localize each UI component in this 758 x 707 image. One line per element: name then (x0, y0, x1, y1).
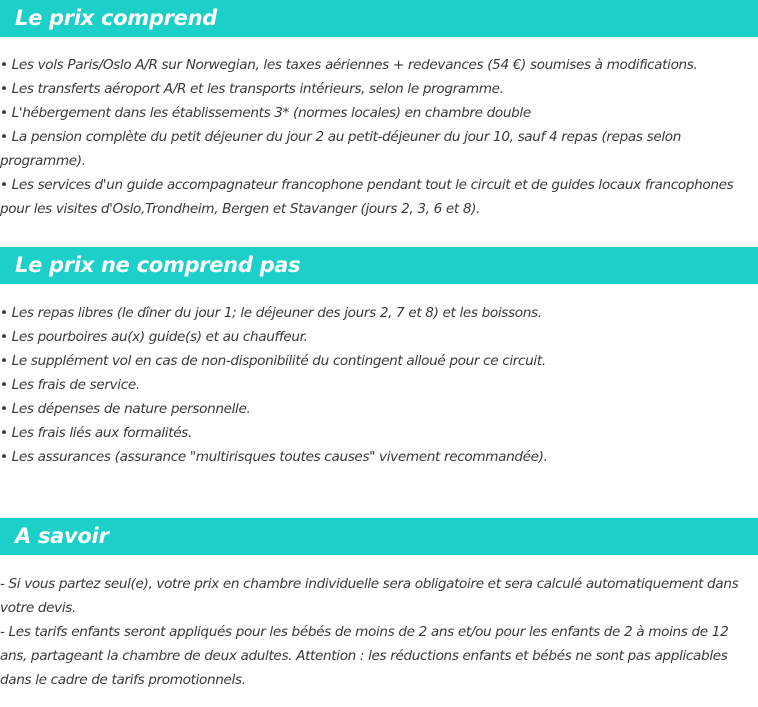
list-item: • Les frais de service. (0, 377, 140, 393)
section-header-band (0, 0, 758, 37)
section-title: A savoir (15, 524, 109, 548)
section-content (0, 301, 758, 469)
section-header-band (0, 518, 758, 555)
section-good-to-know (0, 518, 758, 692)
info-paragraph: - Les tarifs enfants seront appliqués pour les bébés de moins de 2 ans et/ou pour les enfants de 2 à moins de 12 ans, partageant la chambre de deux adultes. Attention : les réductions enfants et bébés ne sont pas applicables dans le cadre de tarifs promotionnels. (0, 624, 729, 688)
list-item: • Les repas libres (le dîner du jour 1; le déjeuner des jours 2, 7 et 8) et les boissons. (0, 305, 542, 321)
list-item: • La pension complète du petit déjeuner du jour 2 au petit-déjeuner du jour 10, sauf 4 repas (repas selon programme). (0, 129, 682, 169)
section-content (0, 572, 758, 692)
info-paragraph: - Si vous partez seul(e), votre prix en chambre individuelle sera obligatoire et sera calculé automatiquement dans votre devis. (0, 576, 739, 616)
list-item: • Les pourboires au(x) guide(s) et au chauffeur. (0, 329, 308, 345)
section-title: Le prix ne comprend pas (15, 253, 301, 277)
list-item: • Les assurances (assurance "multirisques toutes causes" vivement recommandée). (0, 449, 548, 465)
section-title: Le prix comprend (15, 6, 217, 30)
section-price-excludes (0, 247, 758, 469)
list-item: • Les vols Paris/Oslo A/R sur Norwegian, les taxes aériennes + redevances (54 €) soumises à modifications. (0, 57, 698, 73)
list-item: • L'hébergement dans les établissements 3* (normes locales) en chambre double (0, 105, 531, 121)
list-item: • Les services d'un guide accompagnateur francophone pendant tout le circuit et de guides locaux francophones pour les visites d'Oslo,Trondheim, Bergen et Stavanger (jours 2, 3, 6 et 8). (0, 177, 734, 217)
list-item: • Les transferts aéroport A/R et les transports intérieurs, selon le programme. (0, 81, 504, 97)
section-header-band (0, 247, 758, 284)
list-item: • Les dépenses de nature personnelle. (0, 401, 251, 417)
list-item: • Les frais liés aux formalités. (0, 425, 192, 441)
section-content (0, 53, 758, 221)
list-item: • Le supplément vol en cas de non-disponibilité du contingent alloué pour ce circuit. (0, 353, 546, 369)
section-price-includes (0, 0, 758, 221)
